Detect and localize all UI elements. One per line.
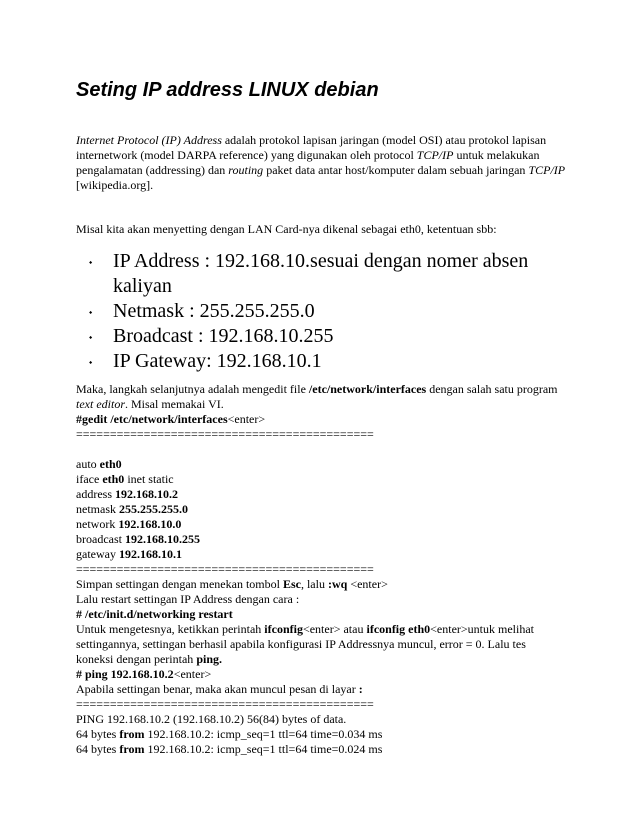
ping-reply-line: 64 bytes from 192.168.10.2: icmp_seq=1 ttl=64 time=0.034 ms bbox=[76, 727, 383, 741]
simpan-line: Simpan settingan dengan menekan tombol Esc, lalu :wq <enter> bbox=[76, 577, 388, 591]
config-gateway: gateway 192.168.10.1 bbox=[76, 547, 182, 561]
separator-line: ============================================ bbox=[76, 562, 374, 576]
separator-line: ============================================ bbox=[76, 427, 374, 441]
config-network: network 192.168.10.0 bbox=[76, 517, 182, 531]
ping-output-header: PING 192.168.10.2 (192.168.10.2) 56(84) bytes of data. bbox=[76, 712, 347, 726]
settings-bullet-list bbox=[76, 249, 566, 374]
instructions-body bbox=[76, 382, 566, 757]
blank-line bbox=[76, 442, 566, 457]
config-iface: iface eth0 inet static bbox=[76, 472, 174, 486]
bullet-gateway: ⬩ IP Gateway: 192.168.10.1 bbox=[89, 350, 322, 372]
lalu-line: Lalu restart settingan IP Address dengan cara : bbox=[76, 592, 300, 606]
bullet-arrow-icon: ⬩ bbox=[89, 332, 93, 342]
bullet-arrow-icon: ⬩ bbox=[89, 257, 93, 267]
config-netmask: netmask 255.255.255.0 bbox=[76, 502, 188, 516]
bullet-arrow-icon: ⬩ bbox=[89, 357, 93, 367]
config-broadcast: broadcast 192.168.10.255 bbox=[76, 532, 200, 546]
config-auto: auto eth0 bbox=[76, 457, 122, 471]
separator-line: ============================================ bbox=[76, 697, 374, 711]
apabila-line: Apabila settingan benar, maka akan muncul pesan di layar : bbox=[76, 682, 363, 696]
maka-paragraph: Maka, langkah selanjutnya adalah mengedit file /etc/network/interfaces dengan salah satu program text editor. Misal memakai VI. bbox=[76, 382, 558, 411]
config-address: address 192.168.10.2 bbox=[76, 487, 178, 501]
intro-term: Internet Protocol (IP) Address bbox=[76, 133, 222, 147]
bullet-broadcast: ⬩ Broadcast : 192.168.10.255 bbox=[89, 325, 334, 347]
restart-command: # /etc/init.d/networking restart bbox=[76, 607, 233, 621]
page-title: Seting IP address LINUX debian bbox=[76, 79, 379, 101]
bullet-netmask: ⬩ Netmask : 255.255.255.0 bbox=[89, 300, 315, 322]
misal-paragraph: Misal kita akan menyetting dengan LAN Card-nya dikenal sebagai eth0, ketentuan sbb: bbox=[76, 222, 497, 236]
ping-reply-line: 64 bytes from 192.168.10.2: icmp_seq=1 ttl=64 time=0.024 ms bbox=[76, 742, 383, 756]
ping-command: # ping 192.168.10.2<enter> bbox=[76, 667, 212, 681]
gedit-command: #gedit /etc/network/interfaces<enter> bbox=[76, 412, 266, 426]
intro-paragraph: Internet Protocol (IP) Address adalah protokol lapisan jaringan (model OSI) atau protokol lapisan internetwork (model DARPA reference) yang digunakan oleh protocol TCP/IP untuk melakukan pengalamatan (addressing) dan routing paket data antar host/komputer dalam sebuah jaringan TCP/IP [wikipedia.org]. bbox=[76, 133, 566, 192]
untuk-paragraph: Untuk mengetesnya, ketikkan perintah ifconfig<enter> atau ifconfig eth0<enter>untuk melihat settingannya, settingan berhasil apabila konfigurasi IP Addressnya muncul, error = 0. Lalu tes koneksi dengan perintah ping. bbox=[76, 622, 534, 666]
bullet-arrow-icon: ⬩ bbox=[89, 307, 93, 317]
bullet-ip-address: ⬩ IP Address : 192.168.10.sesuai dengan nomer absen kaliyan bbox=[89, 250, 529, 297]
